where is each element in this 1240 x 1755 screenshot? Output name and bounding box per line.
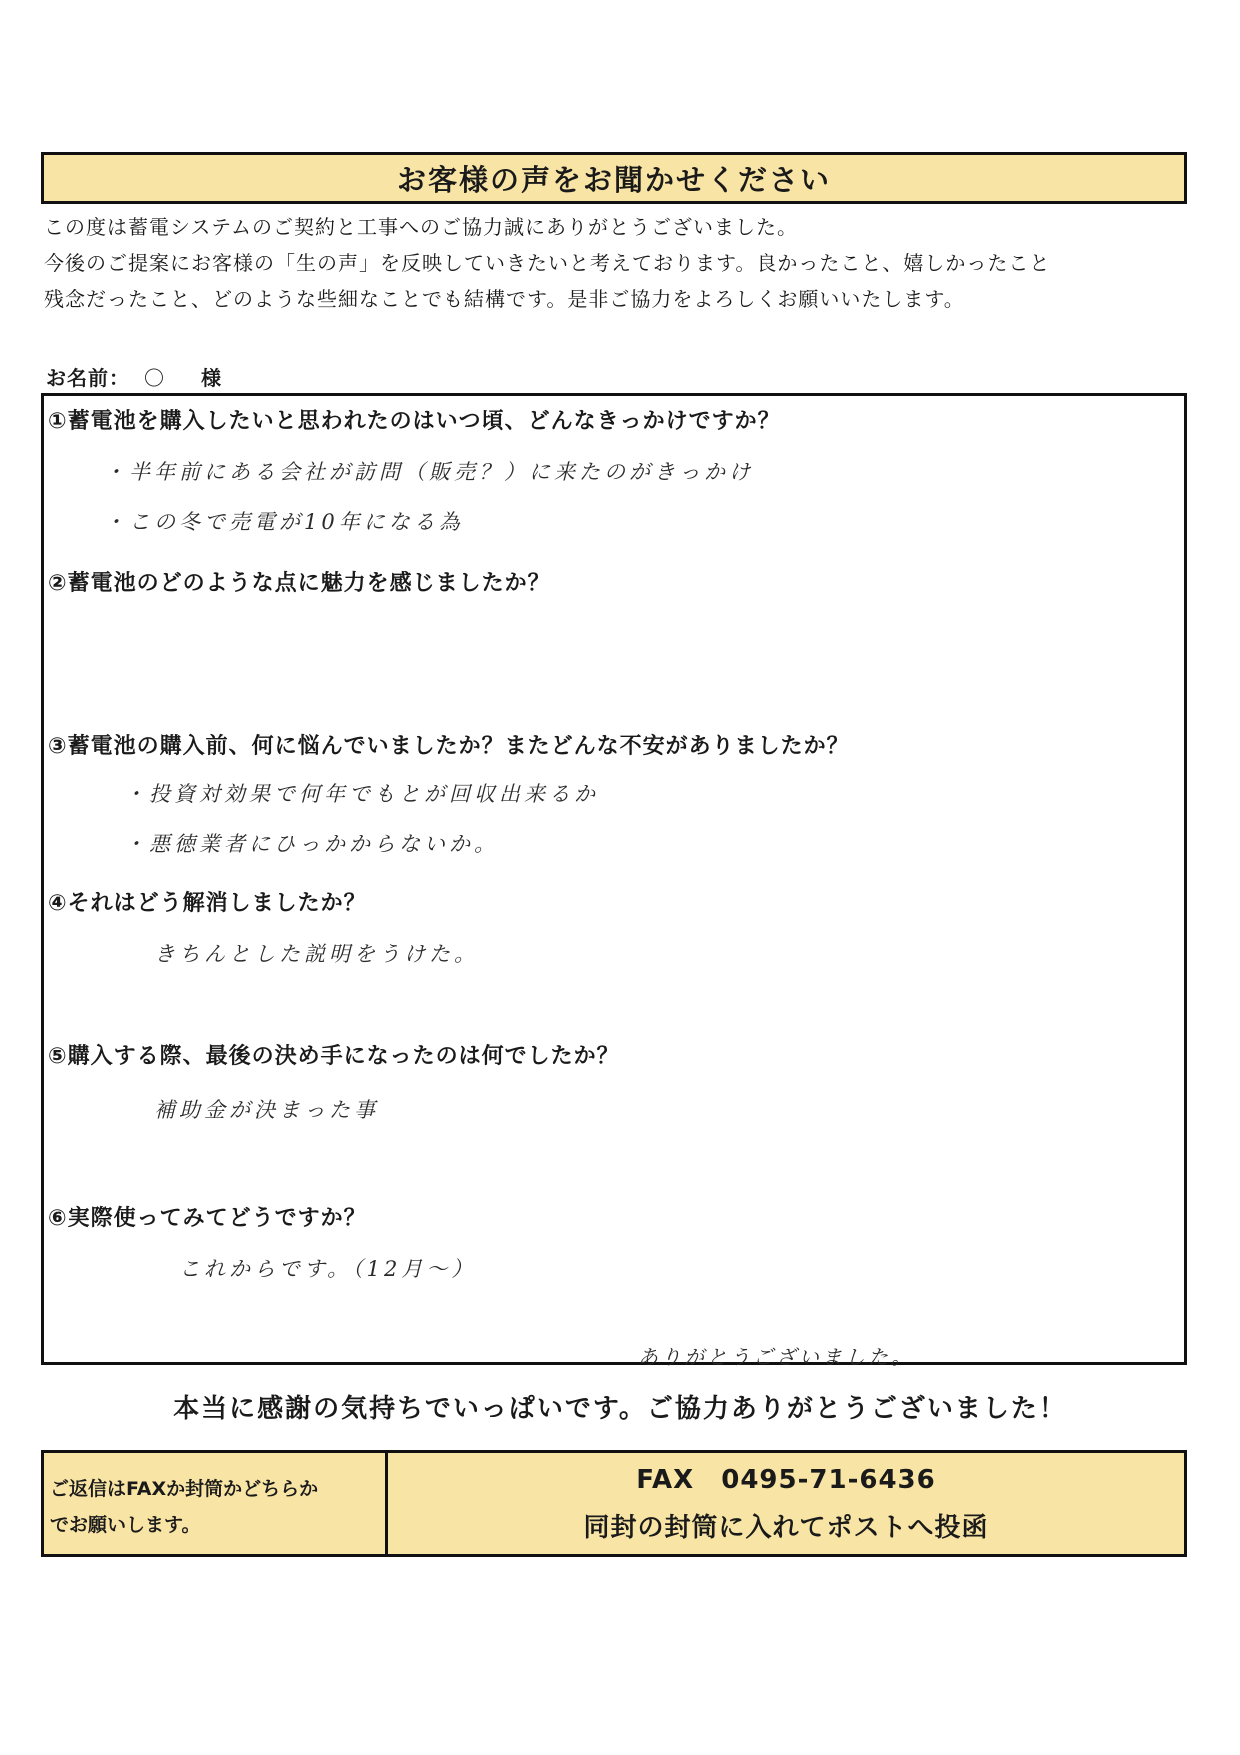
intro-text: [44, 209, 1214, 317]
intro-line: 今後のご提案にお客様の「生の声」を反映していきたいと考えております。良かったこと、嬉しかったこと: [44, 251, 1051, 275]
thanks-message: 本当に感謝の気持ちでいっぱいです。ご協力ありがとうございました！: [173, 1394, 1067, 1424]
question-4: ④それはどう解消しましたか？: [48, 891, 367, 916]
reply-instructions: [44, 1453, 388, 1554]
intro-line: 残念だったこと、どのような些細なことでも結構です。是非ご協力をよろしくお願いいたします。: [44, 287, 965, 311]
fax-number: FAX 0495-71-6436: [636, 1464, 936, 1495]
answer-4-1: きちんとした説明をうけた。: [154, 942, 479, 966]
reply-line: ご返信はFAXか封筒かどちらか: [50, 1478, 319, 1500]
handwritten-thanks: ありがとうございました。: [638, 1345, 914, 1369]
question-3: ③蓄電池の購入前、何に悩んでいましたか？またどんな不安がありましたか？: [48, 734, 850, 759]
answer-6-1: これからです。（12月～）: [179, 1257, 477, 1281]
question-1: ①蓄電池を購入したいと思われたのはいつ頃、どんなきっかけですか？: [48, 409, 781, 434]
envelope-instruction: 同封の封筒に入れてポストへ投函: [583, 1512, 989, 1543]
name-label: お名前：: [46, 366, 130, 390]
answer-5-1: 補助金が決まった事: [154, 1098, 379, 1122]
question-6: ⑥実際使ってみてどうですか？: [48, 1206, 367, 1231]
fax-info: [388, 1453, 1184, 1554]
page-title: お客様の声をお聞かせください: [41, 152, 1187, 204]
answer-3-1: ・投資対効果で何年でもとが回収出来るか: [124, 782, 599, 806]
intro-line: この度は蓄電システムのご契約と工事へのご協力誠にありがとうございました。: [44, 215, 798, 239]
reply-line: でお願いします。: [50, 1514, 201, 1536]
question-2: ②蓄電池のどのような点に魅力を感じましたか？: [48, 571, 551, 596]
name-row: [46, 362, 228, 391]
footer-box: [41, 1450, 1187, 1557]
answer-1-2: ・この冬で売電が10年になる為: [104, 510, 464, 534]
answer-1-1: ・半年前にある会社が訪問（販売？）に来たのがきっかけ: [104, 460, 754, 484]
question-5: ⑤購入する際、最後の決め手になったのは何でしたか？: [48, 1044, 620, 1069]
name-suffix: 様: [200, 366, 222, 390]
name-value: 〇: [143, 366, 165, 390]
answer-3-2: ・悪徳業者にひっかからないか。: [124, 832, 499, 856]
questionnaire-box: [41, 393, 1187, 1369]
